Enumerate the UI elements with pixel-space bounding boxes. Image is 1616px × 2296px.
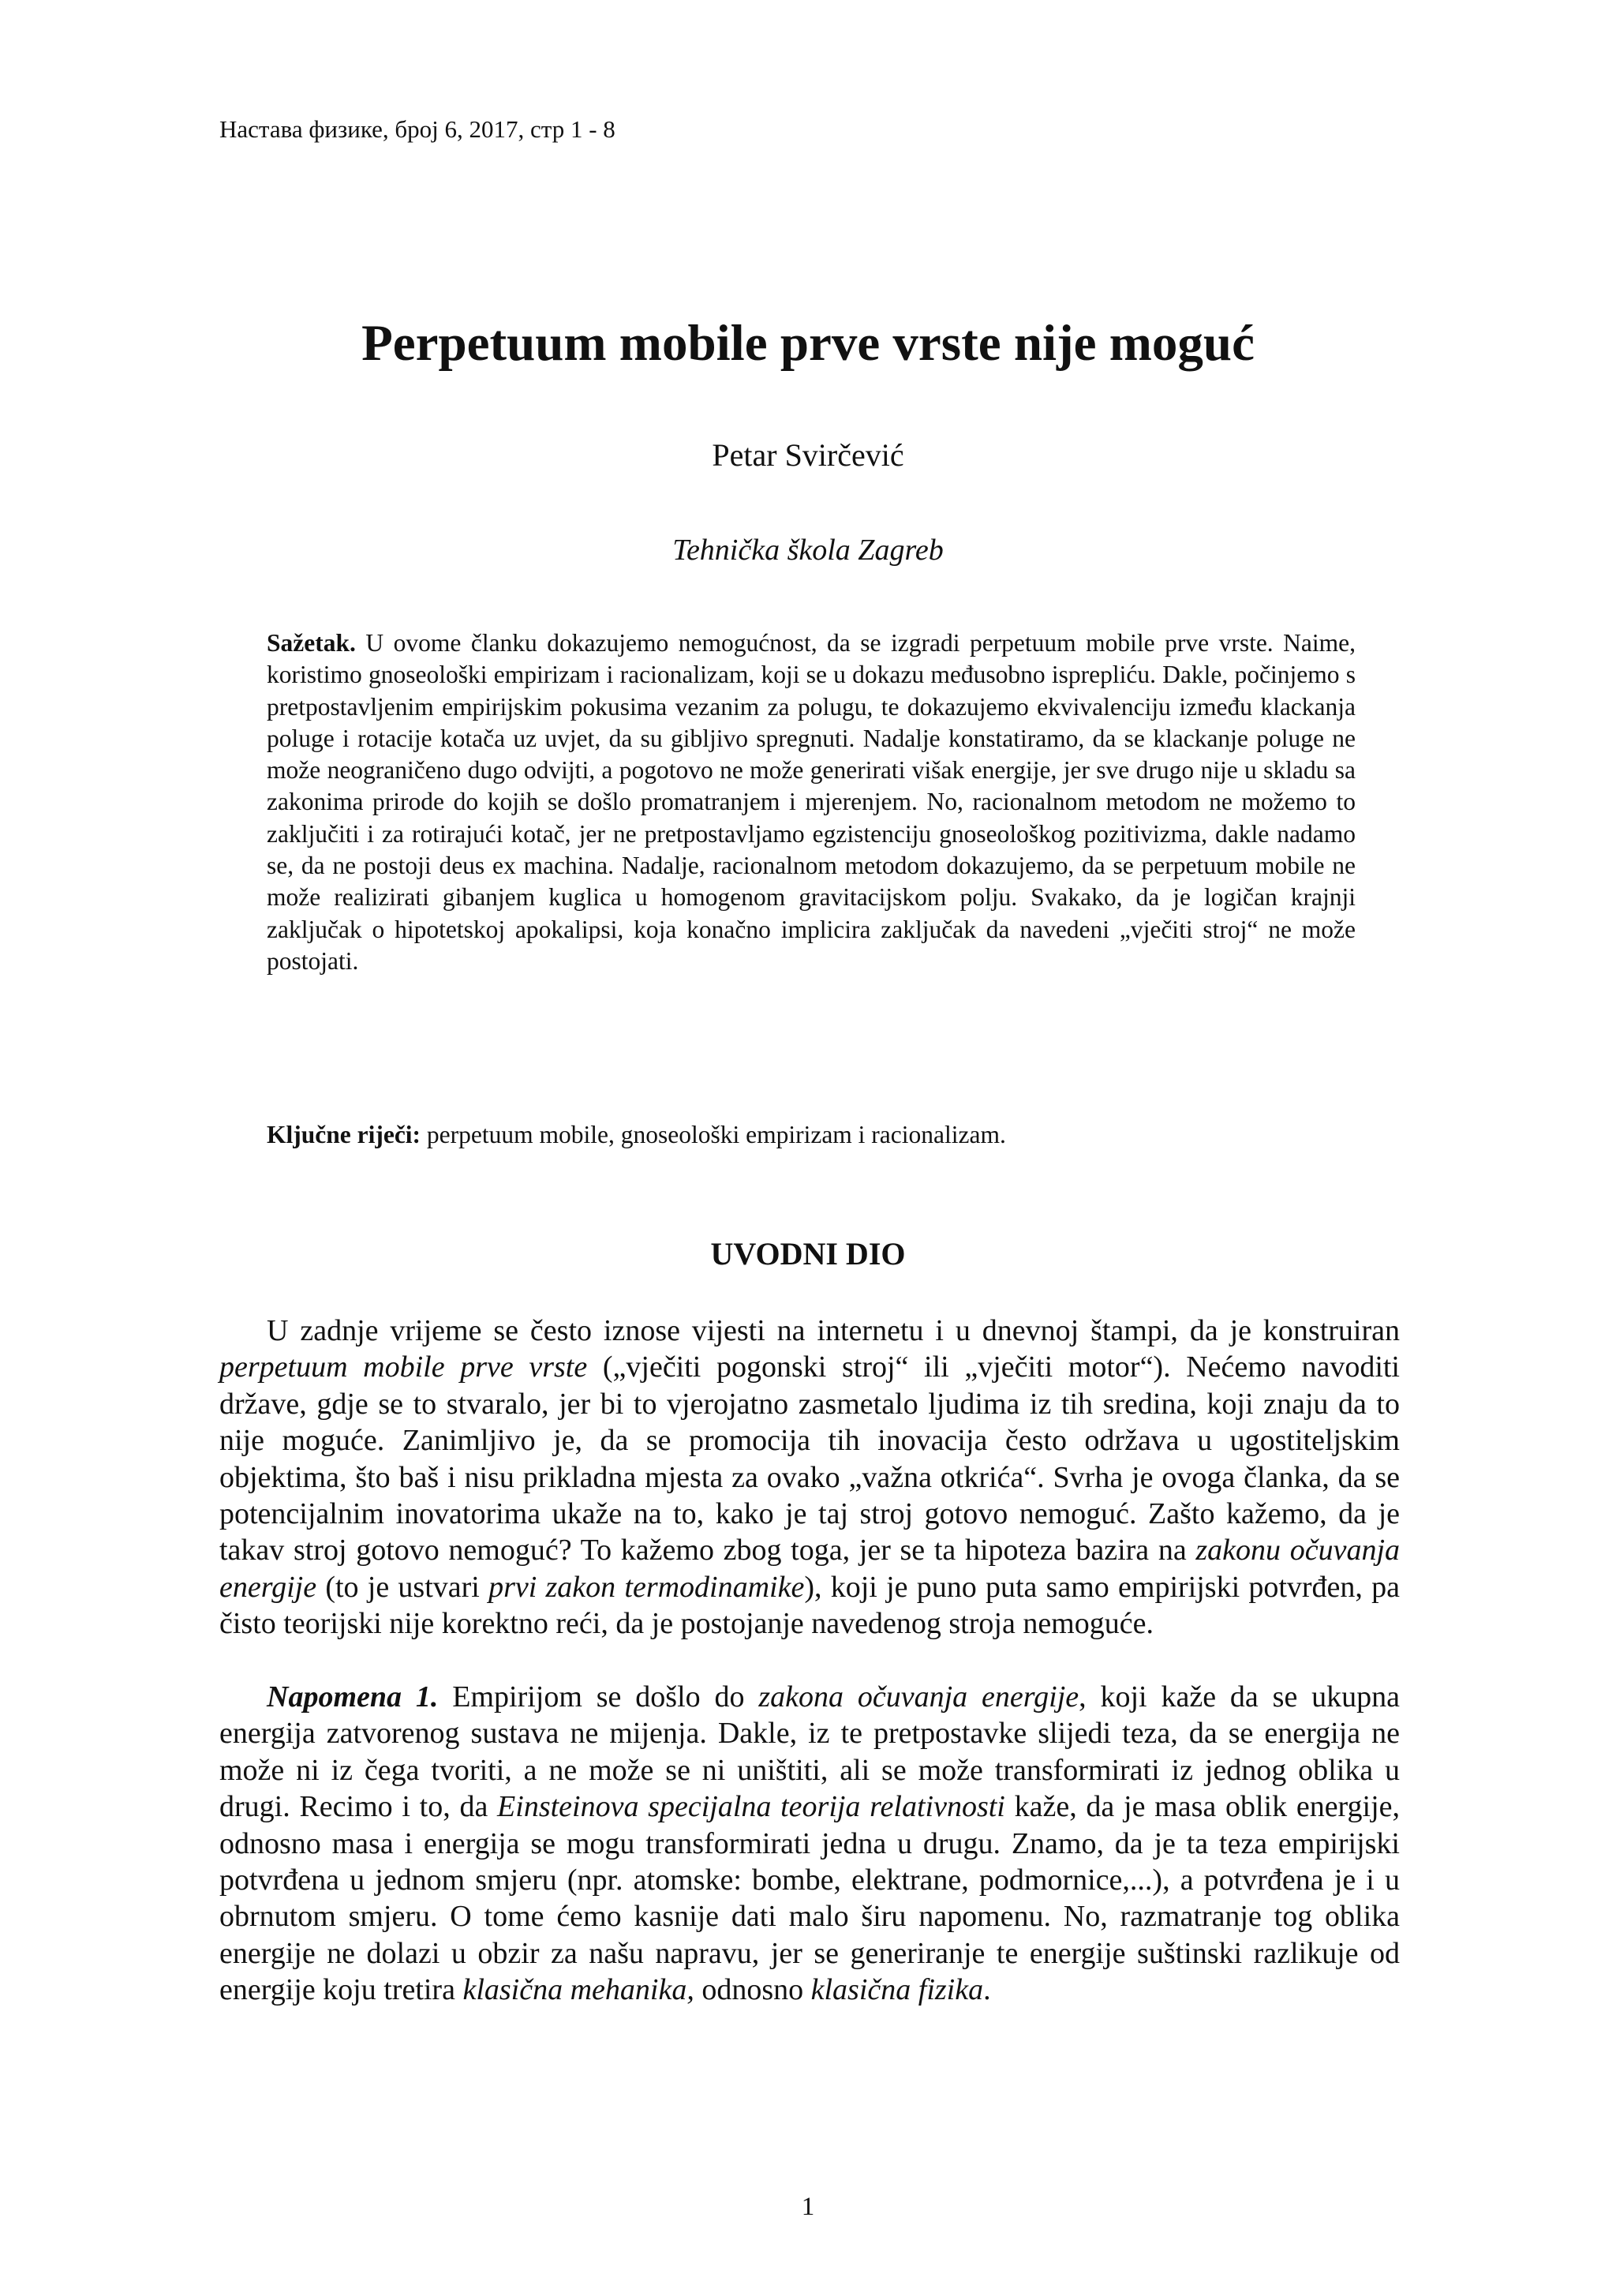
author-affiliation: Tehnička škola Zagreb: [672, 534, 944, 567]
keywords-text: perpetuum mobile, gnoseološki empirizam i racionalizam.: [426, 1121, 1006, 1148]
abstract-label: Sažetak.: [267, 629, 356, 657]
paragraph-text: kaže, da je masa oblik energije, odnosno masa i energija se mogu transformirati jedna u drugu. Znamo, da je ta teza empirijski potvrđena u jednom smjeru (npr. atomske: bombe, elektrane, podmornice,...), a potvrđena je i u obrnutom smjeru. O tome ćemo kasnije dati malo širu napomenu. No, razmatranje tog oblika energije ne dolazi u obzir za našu napravu, jer se generiranje te energije suštinski razlikuje od energije koju tretira: [219, 1790, 1401, 2007]
author-name: Petar Svirčević: [712, 437, 904, 473]
note-label: Napomena 1.: [267, 1680, 439, 1714]
body-paragraph-1: [219, 1313, 1400, 1642]
abstract: [267, 627, 1356, 977]
emphasis-text: zakonu očuvanja energije: [219, 1534, 1401, 1604]
emphasis-text: klasična mehanika,: [462, 1973, 694, 2007]
emphasis-text: Einsteinova specijalna teorija relativnosti: [497, 1790, 1005, 1824]
paragraph-text: U zadnje vrijeme se često iznose vijesti na internetu i u dnevnoj štampi, da je konstruiran: [267, 1314, 1400, 1347]
paper-title: Perpetuum mobile prve vrste nije moguć: [361, 315, 1255, 372]
paragraph-text: („vječiti pogonski stroj“ ili „vječiti motor“). Nećemo navoditi države, gdje se to stvaralo, jer bi to vjerojatno zasmetalo ljudima iz tih sredina, koji znaju da to nije moguće. Zanimljivo je, da se promocija tih inovacija često održava u ugostiteljskim objektima, što baš i nisu prikladna mjesta za ovako „važna otkrića“. Svrha je ovoga članka, da se potencijalnim inovatorima ukaže na to, kako je taj stroj gotovo nemoguć. Zašto kažemo, da je takav stroj gotovo nemoguć? To kažemo zbog toga, jer se ta hipoteza bazira na: [219, 1350, 1400, 1567]
emphasis-text: perpetuum mobile prve vrste: [219, 1350, 588, 1384]
paragraph-text: Empirijom se došlo do: [452, 1680, 745, 1714]
body-paragraph-2: [219, 1679, 1400, 2009]
emphasis-text: klasična fizika: [810, 1973, 984, 2007]
paragraph-text: (to je ustvari: [325, 1570, 480, 1604]
paragraph-text: .: [983, 1973, 991, 2007]
keywords-label: Ključne riječi:: [267, 1121, 421, 1148]
keywords: [267, 1121, 1356, 1149]
paragraph-text: ), koji je puno puta samo empirijski potvrđen, pa čisto teorijski nije korektno reći, da je postojanje navedenog stroja nemoguće.: [219, 1570, 1401, 1641]
running-head: Настава физике, број 6, 2017, стр 1 - 8: [219, 115, 615, 143]
paragraph-text: , koji kaže da se ukupna energija zatvorenog sustava ne mijenja. Dakle, iz te pretpostavke slijedi teza, da se energija ne može ni iz čega tvoriti, a ne može se ni uništiti, ali se može transformirati iz jednog oblika u drugi. Recimo i to, da: [219, 1680, 1401, 1824]
abstract-text: U ovome članku dokazujemo nemogućnost, da se izgradi perpetuum mobile prve vrste. Naime, koristimo gnoseološki empirizam i racionalizam, koji se u dokazu međusobno isprepliću. Dakle, počinjemo s pretpostavljenim empirijskim pokusima vezanim za polugu, te dokazujemo ekvivalenciju između klackanja poluge i rotacije kotača uz uvjet, da su gibljivo spregnuti. Nadalje konstatiramo, da se klackanje poluge ne može neograničeno dugo odvijti, a pogotovo ne može generirati višak energije, jer sve drugo nije u skladu sa zakonima prirode do kojih se došlo promatranjem i mjerenjem. No, racionalnom metodom ne možemo to zaključiti i za rotirajući kotač, jer ne pretpostavljamo egzistenciju gnoseološkog pozitivizma, dakle nadamo se, da ne postoji deus ex machina. Nadalje, racionalnom metodom dokazujemo, da se perpetuum mobile ne može realizirati gibanjem kuglica u homogenom gravitacijskom polju. Svakako, da je logičan krajnji zaključak o hipotetskoj apokalipsi, koja konačno implicira zaključak da navedeni „vječiti stroj“ ne može postojati.: [267, 629, 1356, 975]
section-heading: UVODNI DIO: [710, 1236, 906, 1272]
emphasis-text: zakona očuvanja energije: [758, 1680, 1079, 1714]
paragraph-text: odnosno: [701, 1973, 804, 2007]
page-number: 1: [801, 2193, 815, 2221]
emphasis-text: prvi zakon termodinamike: [488, 1570, 805, 1604]
